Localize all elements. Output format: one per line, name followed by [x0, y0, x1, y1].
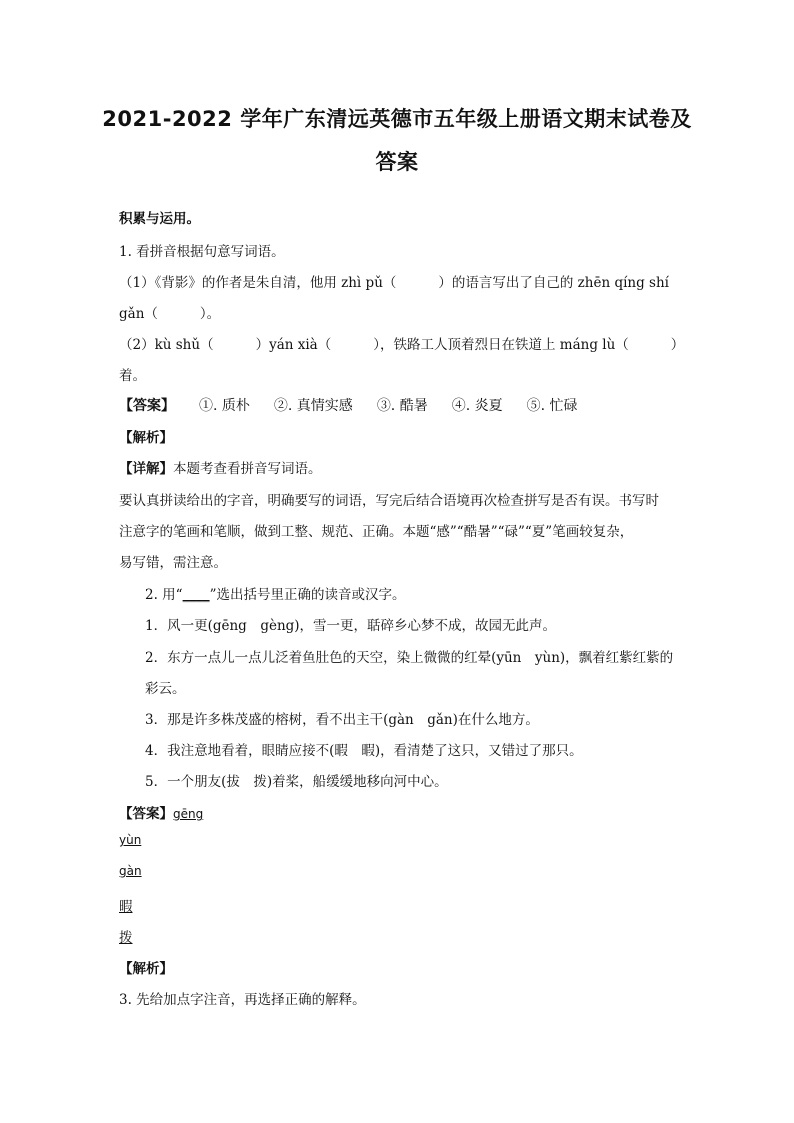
answer-label: 【答案】 [119, 806, 173, 822]
q2-stem-post: ”选出括号里正确的读音或汉字。 [209, 587, 406, 603]
q2-item: 3．那是许多株茂盛的榕树，看不出主干(gàn gǎn)在什么地方。 [145, 712, 539, 728]
analysis-label: 【解析】 [119, 961, 173, 977]
q1-part1-text-a: （1）《背影》的作者是朱自清，他用 zhì pǔ（ [119, 275, 397, 291]
answer-item: 拨 [119, 930, 133, 946]
q2-stem-blank: ____ [182, 587, 210, 603]
q2-item: 4．我注意地看着，眼睛应接不(暇 暇)，看清楚了这只，又错过了那只。 [145, 743, 583, 759]
detail-label: 【详解】 [119, 461, 173, 477]
explanation-para: 要认真拼读给出的字音，明确要写的词语，写完后结合语境再次检查拼写是否有误。书写时 [119, 493, 659, 509]
q1-stem: 1. 看拼音根据句意写词语。 [119, 244, 285, 260]
q1-part2-line [119, 333, 684, 353]
q3-stem: 3. 先给加点字注音，再选择正确的解释。 [119, 992, 366, 1008]
explanation-para: 易写错，需注意。 [119, 555, 227, 571]
q2-item: 1．风一更(gēng gèng)，雪一更，聒碎乡心梦不成，故园无此声。 [145, 618, 557, 634]
q2-item: 5．一个朋友(拔 拨)着桨，船缓缓地移向河中心。 [145, 774, 448, 790]
q1-answer-line [119, 395, 578, 415]
q1-part2-text-b: ）yán xià（ [255, 337, 332, 353]
q1-part1-text-b: ）的语言写出了自己的 zhēn qíng shí [438, 275, 669, 291]
q1-part1-line2 [119, 302, 220, 322]
q2-stem [145, 583, 405, 603]
q2-answer-line [119, 802, 203, 822]
answer-item: ③. 酷暑 [376, 398, 428, 414]
q1-part2-line2: 着。 [119, 368, 146, 384]
q2-item-continuation: 彩云。 [145, 681, 186, 697]
answer-item: yùn [119, 833, 142, 847]
q1-part2-text-c: ），铁路工人顶着烈日在铁道上 máng lù（ [373, 337, 629, 353]
answer-label: 【答案】 [119, 398, 175, 414]
answer-item: ④. 炎夏 [451, 398, 503, 414]
q1-part1-line [119, 271, 669, 291]
doc-title-line1: 2021-2022 学年广东清远英德市五年级上册语文期末试卷及 [102, 107, 692, 131]
doc-title-line2: 答案 [375, 150, 419, 174]
q1-part2-text-d: ） [670, 337, 685, 353]
analysis-label: 【解析】 [119, 430, 173, 446]
answer-item: 暇 [119, 899, 133, 915]
detail-text: 本题考查看拼音写词语。 [173, 461, 322, 477]
q1-part2-text-a: （2）kù shǔ（ [119, 337, 214, 353]
answer-item: ⑤. 忙碌 [526, 398, 578, 414]
answer-item: ①. 质朴 [199, 398, 250, 414]
section-heading: 积累与运用。 [119, 211, 200, 227]
answer-item: gēng [173, 807, 204, 821]
q2-stem-pre: 2. 用“ [145, 587, 183, 603]
q1-part1-text-c: gǎn（ [119, 306, 158, 322]
q1-part1-text-d: ）。 [199, 306, 221, 322]
q2-item: 2．东方一点儿一点儿泛着鱼肚色的天空，染上微微的红晕(yūn yùn)，飘着红紫红紫的 [145, 650, 674, 666]
explanation-para: 注意字的笔画和笔顺，做到工整、规范、正确。本题“感”“酷暑”“碌”“夏”笔画较复杂， [119, 524, 634, 540]
answer-item: gàn [119, 864, 142, 878]
q1-detail-line [119, 457, 322, 477]
answer-item: ②. 真情实感 [273, 398, 353, 414]
